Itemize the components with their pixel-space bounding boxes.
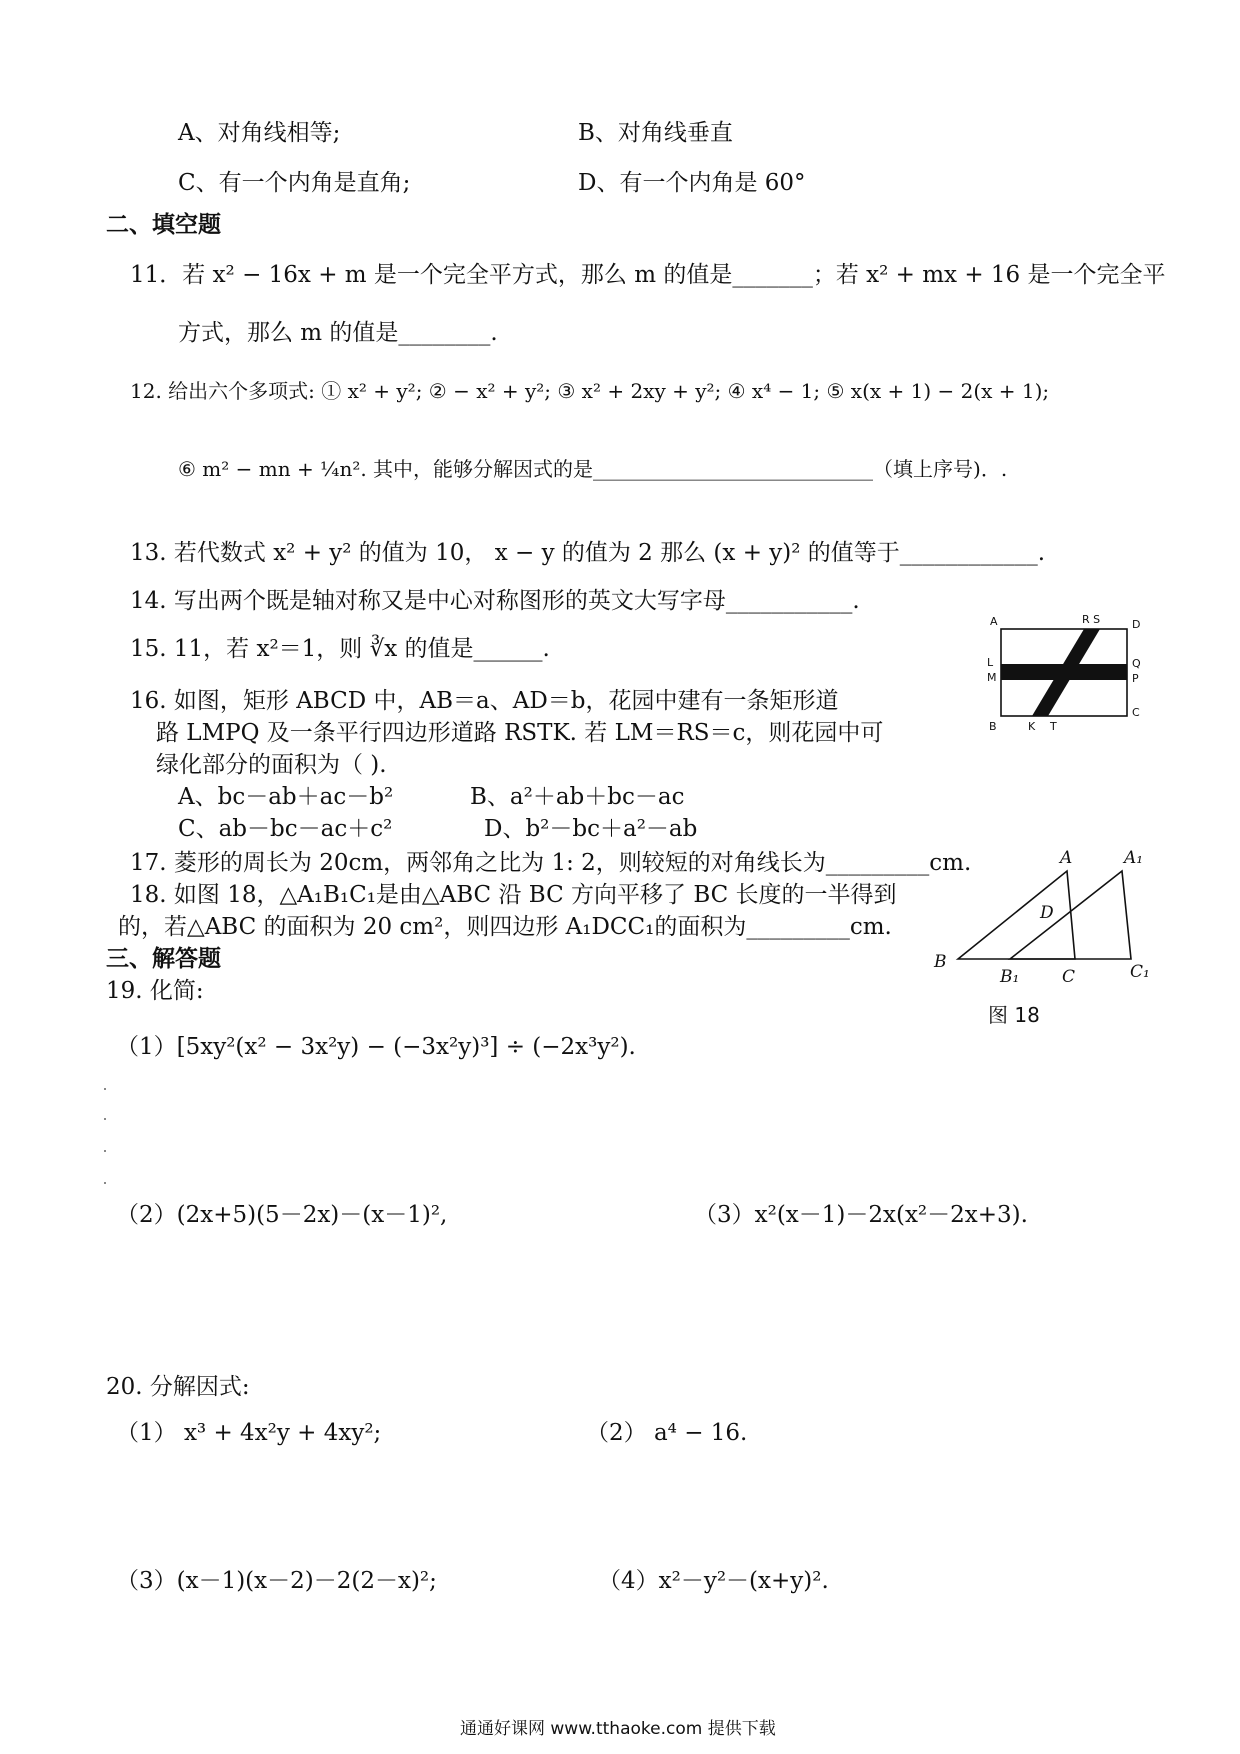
- label-q: Q: [1132, 657, 1141, 670]
- question-16-option-b: B、a²＋ab＋bc－ac: [470, 784, 685, 810]
- question-16-option-a: A、bc－ab＋ac－b²: [178, 784, 394, 810]
- question-16-option-c: C、ab－bc－ac＋c²: [178, 816, 393, 842]
- label-b1: B₁: [1000, 967, 1020, 987]
- question-16-line1: 16. 如图，矩形 ABCD 中，AB＝a、AD＝b，花园中建有一条矩形道: [130, 688, 839, 714]
- question-12-line2: ⑥ m² − mn + ¼n². 其中，能够分解因式的是____________________________（填上序号)．.: [178, 457, 1008, 481]
- label-b: B: [934, 952, 947, 972]
- dot-mark: [104, 1150, 106, 1152]
- dot-mark: [104, 1118, 106, 1120]
- q10-option-d: D、有一个内角是 60°: [578, 170, 806, 196]
- page-footer: 通通好课网 www.tthaoke.com 提供下载: [460, 1719, 776, 1739]
- question-20-part2: （2） a⁴ − 16.: [586, 1420, 748, 1446]
- question-11-line2: 方式，那么 m 的值是________.: [178, 320, 498, 346]
- translated-triangle-figure: [920, 836, 1156, 1024]
- label-d: D: [1132, 618, 1141, 631]
- q10-option-b: B、对角线垂直: [578, 120, 733, 146]
- question-11-line1: 11．若 x² − 16x + m 是一个完全平方式，那么 m 的值是_______；若 x² + mx + 16 是一个完全平: [130, 262, 1166, 288]
- question-18-line2: 的，若△ABC 的面积为 20 cm²，则四边形 A₁DCC₁的面积为_________cm.: [118, 914, 892, 940]
- question-13: 13. 若代数式 x² + y² 的值为 10， x − y 的值为 2 那么 (x + y)² 的值等于____________.: [130, 540, 1046, 566]
- label-m: M: [987, 671, 997, 684]
- label-d: D: [1040, 903, 1054, 923]
- rectangle-garden-figure: [982, 612, 1152, 734]
- question-16-option-d: D、b²－bc＋a²－ab: [484, 816, 698, 842]
- label-c: C: [1062, 967, 1076, 987]
- q10-option-c: C、有一个内角是直角;: [178, 170, 411, 196]
- label-a1: A₁: [1124, 848, 1144, 868]
- label-rs: R S: [1082, 613, 1101, 626]
- question-20-part4: （4）x²－y²－(x+y)².: [598, 1568, 829, 1594]
- figure-18-caption: 图 18: [988, 1003, 1040, 1024]
- question-15: 15. 11，若 x²＝1，则 ∛x 的值是______.: [130, 636, 550, 662]
- question-20-part1: （1） x³ + 4x²y + 4xy²;: [116, 1420, 382, 1446]
- label-b: B: [989, 720, 997, 733]
- label-a: A: [990, 615, 998, 628]
- section-heading-solve: 三、解答题: [106, 946, 221, 972]
- question-20-title: 20. 分解因式:: [106, 1374, 250, 1400]
- label-l: L: [987, 656, 994, 669]
- question-14: 14. 写出两个既是轴对称又是中心对称图形的英文大写字母___________.: [130, 588, 860, 614]
- question-19-part3: （3）x²(x－1)－2x(x²－2x+3).: [694, 1202, 1028, 1228]
- label-k: K: [1028, 720, 1036, 733]
- question-19-part2: （2）(2x+5)(5－2x)－(x－1)²,: [116, 1202, 448, 1228]
- label-c1: C₁: [1130, 962, 1150, 982]
- label-a: A: [1060, 848, 1073, 868]
- question-12-line1: 12. 给出六个多项式: ① x² + y²; ② − x² + y²; ③ x² + 2xy + y²; ④ x⁴ − 1; ⑤ x(x + 1) − 2(x + 1);: [130, 379, 1050, 403]
- question-16-line3: 绿化部分的面积为（ ).: [156, 752, 387, 778]
- question-19-title: 19. 化简:: [106, 978, 204, 1004]
- label-p: P: [1132, 672, 1139, 685]
- dot-mark: [104, 1088, 106, 1090]
- question-20-part3: （3）(x－1)(x－2)－2(2－x)²;: [116, 1568, 437, 1594]
- label-c: C: [1132, 706, 1140, 719]
- section-heading-fill-blank: 二、填空题: [106, 212, 221, 238]
- question-16-line2: 路 LMPQ 及一条平行四边形道路 RSTK. 若 LM＝RS＝c，则花园中可: [156, 720, 884, 746]
- triangle-abc: [958, 871, 1075, 959]
- question-19-part1: （1）[5xy²(x² − 3x²y) − (−3x²y)³] ÷ (−2x³y²).: [116, 1034, 636, 1060]
- dot-mark: [104, 1182, 106, 1184]
- question-18-line1: 18. 如图 18，△A₁B₁C₁是由△ABC 沿 BC 方向平移了 BC 长度的一半得到: [130, 882, 897, 908]
- question-17: 17. 菱形的周长为 20cm，两邻角之比为 1: 2，则较短的对角线长为_________cm.: [130, 850, 972, 876]
- q10-option-a: A、对角线相等;: [178, 120, 341, 146]
- label-t: T: [1050, 720, 1057, 733]
